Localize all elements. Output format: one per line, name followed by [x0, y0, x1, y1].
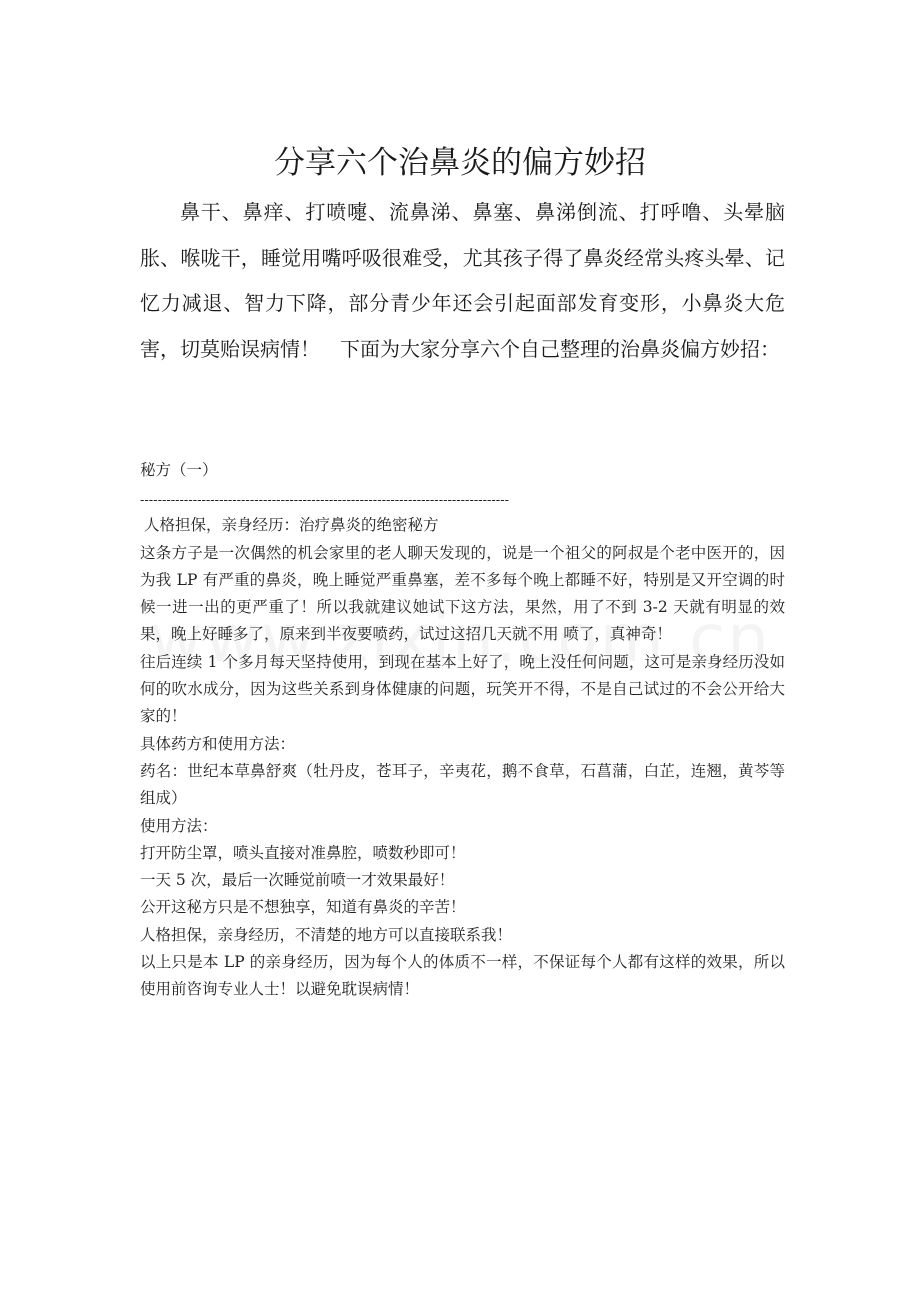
paragraph-recipe-heading: 具体药方和使用方法： [140, 734, 296, 753]
dashed-divider: ------------------------------------------------------------------------------------ [140, 493, 509, 509]
article-body [140, 457, 785, 1004]
paragraph-usage-step-2: 一天 5 次，最后一次睡觉前喷一才效果最好！ [140, 871, 455, 890]
paragraph-guarantee: 人格担保，亲身经历，不清楚的地方可以直接联系我！ [140, 925, 513, 944]
page-title: 分享六个治鼻炎的偏方妙招 [274, 145, 646, 181]
paragraph-story: 这条方子是一次偶然的机会家里的老人聊天发现的，说是一个祖父的阿叔是个老中医开的，因为我 LP 有严重的鼻炎，晚上睡觉严重鼻塞，差不多每个晚上都睡不好，特别是又开空调的时候一进一出的更严重了！所以我就建议她试下这方法，果然，用了不到 3-2 天就有明显的效果，晚上好睡多了，原来到半夜要喷药，试过这招几天就不用 喷了，真神奇！ [140, 543, 785, 644]
section-label: 秘方（一） [140, 461, 218, 479]
paragraph-share-note: 公开这秘方只是不想独享，知道有鼻炎的辛苦！ [140, 898, 466, 917]
paragraph-disclaimer: 以上只是本 LP 的亲身经历，因为每个人的体质不一样，不保证每个人都有这样的效果，所以使用前咨询专业人士！以避免耽误病情！ [140, 953, 785, 999]
paragraph-usage-heading: 使用方法： [140, 816, 218, 835]
intro-paragraph: 鼻干、鼻痒、打喷嚏、流鼻涕、鼻塞、鼻涕倒流、打呼噜、头晕脑胀、喉咙干，睡觉用嘴呼吸很难受，尤其孩子得了鼻炎经常头疼头晕、记忆力减退、智力下降，部分青少年还会引起面部发育变形，小鼻炎大危害，切莫贻误病情！ 下面为大家分享六个自己整理的治鼻炎偏方妙招： [140, 200, 785, 361]
paragraph-usage-step-1: 打开防尘罩，喷头直接对准鼻腔，喷数秒即可！ [140, 843, 466, 862]
subheading: 人格担保，亲身经历：治疗鼻炎的绝密秘方 [144, 516, 439, 535]
paragraph-medicine-name: 药名：世纪本草鼻舒爽（牡丹皮，苍耳子，辛夷花，鹅不食草，石菖蒲，白芷，连翘，黄芩等组成） [140, 761, 785, 808]
paragraph-followup: 往后连续 1 个多月每天坚持使用，到现在基本上好了，晚上没任何问题，这可是亲身经历没如何的吹水成分，因为这些关系到身体健康的问题，玩笑开不得，不是自己试过的不会公开给大家的！ [140, 652, 785, 726]
